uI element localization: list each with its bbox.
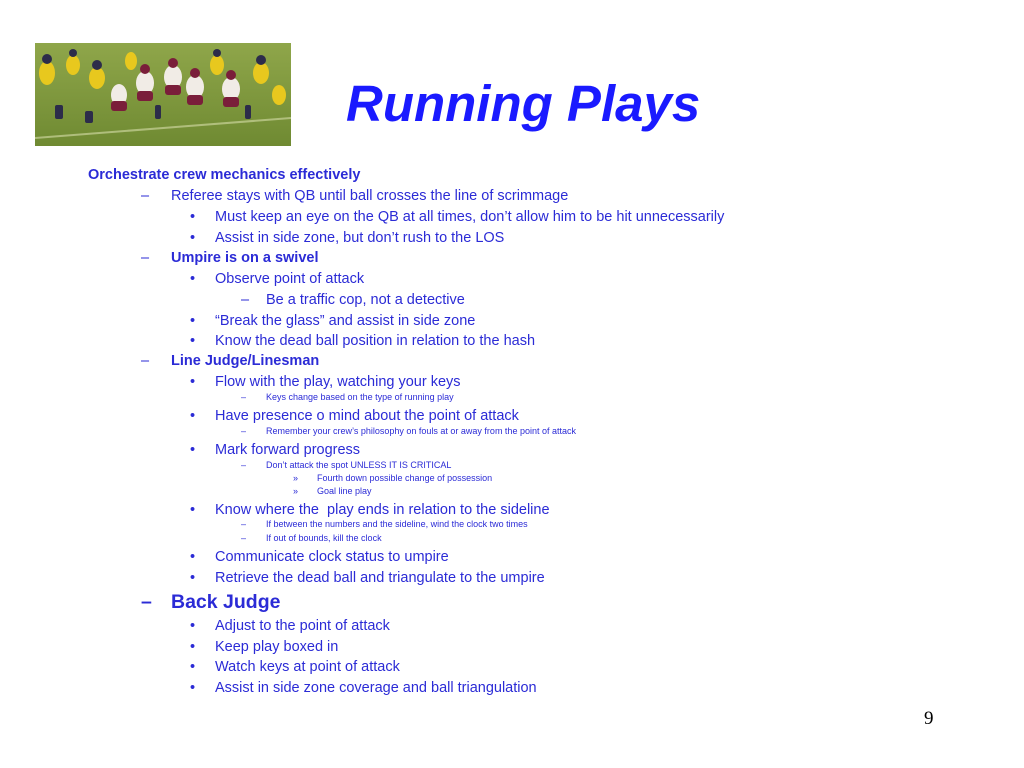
raquo-marker: » [293,473,299,483]
dash-marker: – [141,250,150,266]
raquo-marker: » [293,486,299,496]
slide-title: Running Plays [346,75,701,132]
back-judge-label: Back Judge [171,591,281,613]
dash-marker: – [241,292,250,308]
list-item: Know the dead ball position in relation to the hash [215,333,536,349]
bullet-marker: • [190,313,196,329]
list-item: Assist in side zone, but don’t rush to the LOS [215,230,505,246]
list-item: Must keep an eye on the QB at all times, don’t allow him to be hit unnecessarily [215,209,725,225]
list-item: Goal line play [317,486,372,496]
bullet-marker: • [190,374,196,390]
outline-heading: Orchestrate crew mechanics effectively [88,167,361,183]
dash-marker: – [241,426,247,436]
dash-marker: – [241,519,247,529]
list-item: Observe point of attack [215,271,365,287]
list-item: Mark forward progress [215,442,361,458]
dash-marker: – [141,591,152,613]
list-item: If between the numbers and the sideline, wind the clock two times [266,519,528,529]
line-judge-label: Line Judge/Linesman [171,353,320,369]
dash-marker: – [241,392,247,402]
list-item: Retrieve the dead ball and triangulate to the umpire [215,570,545,586]
dash-marker: – [141,188,150,204]
bullet-marker: • [190,570,196,586]
umpire-label: Umpire is on a swivel [171,250,319,266]
bullet-marker: • [190,549,196,565]
list-item: Keep play boxed in [215,639,339,655]
bullet-marker: • [190,271,196,287]
list-item: Remember your crew’s philosophy on fouls at or away from the point of attack [266,426,576,436]
page-number: 9 [924,708,934,729]
list-item: Watch keys at point of attack [215,659,400,675]
bullet-marker: • [190,659,196,675]
list-item: “Break the glass” and assist in side zone [215,313,476,329]
bullet-marker: • [190,408,196,424]
bullet-marker: • [190,333,196,349]
referee-label: Referee stays with QB until ball crosses the line of scrimmage [171,188,569,204]
list-item: Flow with the play, watching your keys [215,374,461,390]
bullet-marker: • [190,230,196,246]
bullet-marker: • [190,639,196,655]
list-item: Assist in side zone coverage and ball triangulation [215,680,537,696]
list-item: Don’t attack the spot UNLESS IT IS CRITICAL [266,460,452,470]
dash-marker: – [241,460,247,470]
bullet-marker: • [190,442,196,458]
list-item: If out of bounds, kill the clock [266,533,382,543]
list-item: Adjust to the point of attack [215,618,390,634]
bullet-marker: • [190,502,196,518]
dash-marker: – [241,533,247,543]
bullet-marker: • [190,209,196,225]
list-item: Be a traffic cop, not a detective [266,292,465,308]
bullet-marker: • [190,680,196,696]
list-item: Have presence o mind about the point of attack [215,408,519,424]
list-item: Keys change based on the type of running play [266,392,454,402]
list-item: Communicate clock status to umpire [215,549,449,565]
list-item: Know where the play ends in relation to the sideline [215,502,550,518]
dash-marker: – [141,353,150,369]
football-players-photo [35,43,291,146]
list-item: Fourth down possible change of possession [317,473,493,483]
bullet-marker: • [190,618,196,634]
